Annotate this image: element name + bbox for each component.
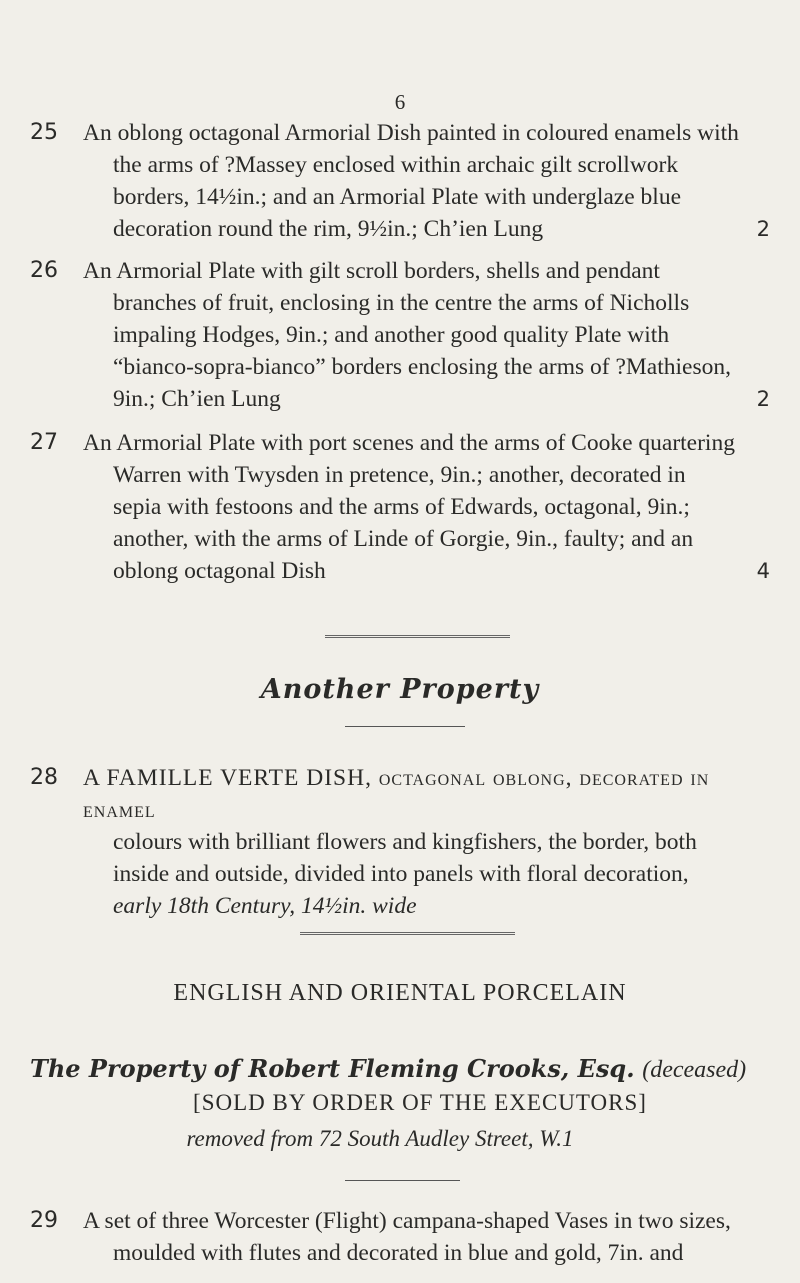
- page-number: 6: [394, 90, 406, 114]
- lot-lead: An Armorial Plate with gilt scroll borders, shells and pendant: [83, 258, 660, 284]
- lot-line: early 18th Century, 14½in. wide: [113, 893, 417, 919]
- deceased-note: (deceased): [642, 1057, 747, 1083]
- lot-number: 26: [30, 258, 58, 283]
- lot-line: Warren with Twysden in pretence, 9in.; another, decorated in: [113, 462, 686, 488]
- lot-line: inside and outside, divided into panels with floral decoration,: [113, 861, 689, 887]
- lot-number: 29: [30, 1208, 58, 1233]
- lot-lead: A set of three Worcester (Flight) campana-shaped Vases in two sizes,: [83, 1208, 731, 1234]
- lot-line: decoration round the rim, 9½in.; Ch’ien Lung: [113, 216, 544, 242]
- lot-27: [30, 427, 770, 587]
- lot-estimate: 2: [756, 387, 770, 411]
- lot-line: 9in.; Ch’ien Lung: [113, 386, 281, 412]
- divider: [325, 635, 510, 638]
- lot-line: “bianco-sopra-bianco” borders enclosing the arms of ?Mathieson,: [113, 354, 731, 380]
- lot-number: 25: [30, 120, 58, 145]
- lot-28: [30, 762, 770, 922]
- lot-29: [30, 1205, 770, 1269]
- lot-number: 27: [30, 430, 58, 455]
- sold-by-note: [SOLD BY ORDER OF THE EXECUTORS]: [193, 1090, 647, 1115]
- lot-line: branches of fruit, enclosing in the centre the arms of Nicholls: [113, 290, 690, 316]
- lot-line: oblong octagonal Dish: [113, 558, 326, 584]
- lot-26: [30, 255, 770, 415]
- lot-estimate: 2: [756, 217, 770, 241]
- lot-lead: A FAMILLE VERTE DISH, octagonal oblong, decorated in enamel: [83, 765, 710, 823]
- lot-line: the arms of ?Massey enclosed within archaic gilt scrollwork: [113, 152, 679, 178]
- divider: [300, 932, 515, 935]
- divider: [345, 1180, 460, 1181]
- removed-from-note: removed from 72 South Audley Street, W.1: [186, 1126, 574, 1151]
- lot-lead: An Armorial Plate with port scenes and the arms of Cooke quartering: [83, 430, 735, 456]
- lot-line: moulded with flutes and decorated in blue and gold, 7in. and: [113, 1240, 684, 1266]
- section-title: ENGLISH AND ORIENTAL PORCELAIN: [173, 980, 627, 1006]
- another-property-heading: Another Property: [260, 674, 540, 705]
- lot-line: colours with brilliant flowers and kingfishers, the border, both: [113, 829, 697, 855]
- lot-estimate: 4: [756, 559, 770, 583]
- lot-number: 28: [30, 765, 58, 790]
- lot-line: impaling Hodges, 9in.; and another good quality Plate with: [113, 322, 670, 348]
- lot-line: another, with the arms of Linde of Gorgie, 9in., faulty; and an: [113, 526, 694, 552]
- lot-lead: An oblong octagonal Armorial Dish painted in coloured enamels with: [83, 120, 739, 146]
- property-owner: [30, 1054, 790, 1084]
- lot-line: borders, 14½in.; and an Armorial Plate with underglaze blue: [113, 184, 681, 210]
- property-owner-name: The Property of Robert Fleming Crooks, Esq.: [30, 1054, 635, 1083]
- divider: [345, 726, 465, 727]
- lot-line: sepia with festoons and the arms of Edwards, octagonal, 9in.;: [113, 494, 690, 520]
- lot-25: [30, 117, 770, 245]
